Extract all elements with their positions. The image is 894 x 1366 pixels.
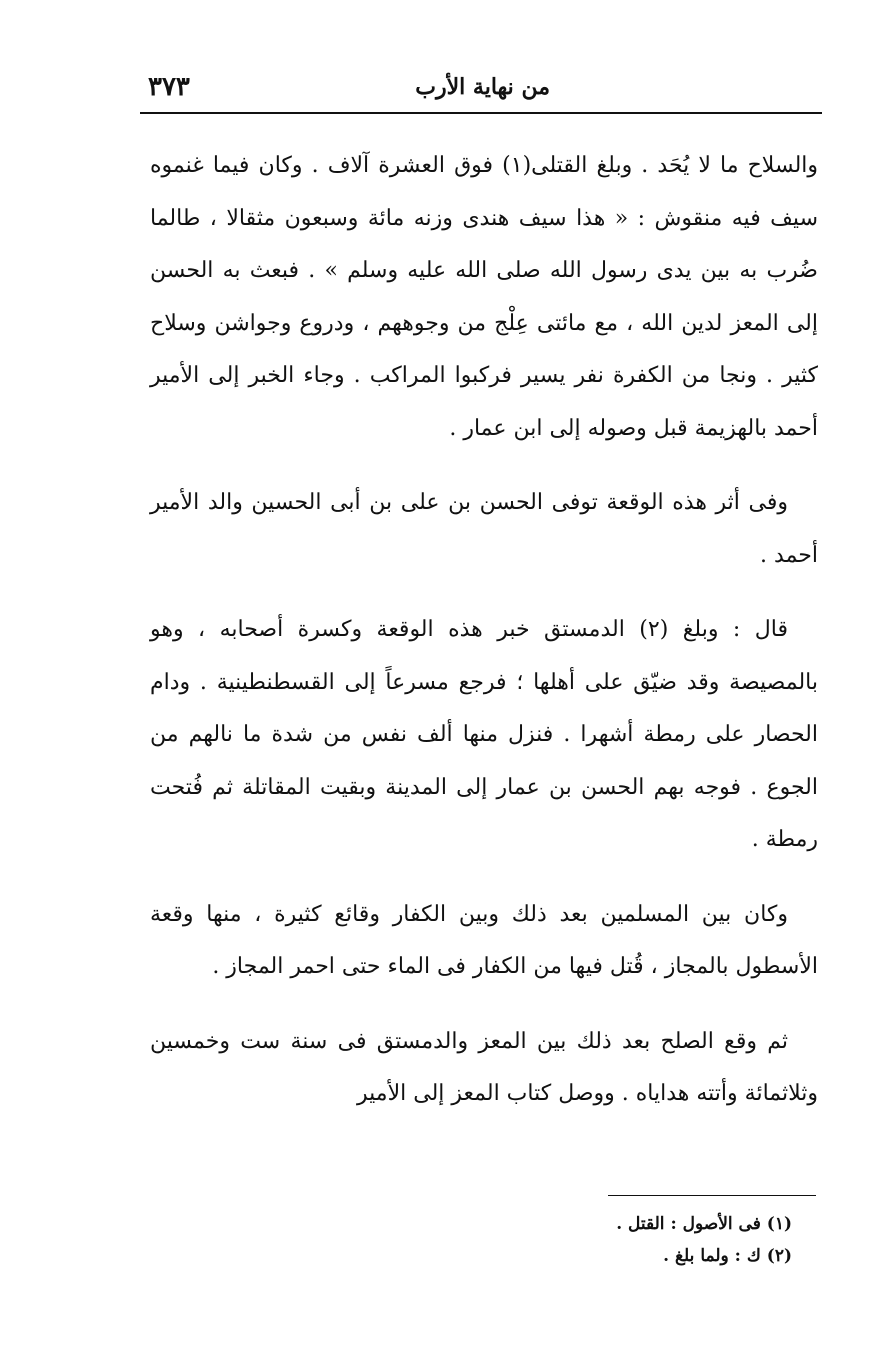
- running-title: من نهاية الأرب: [415, 74, 550, 100]
- paragraph: وكان بين المسلمين بعد ذلك وبين الكفار وقائع كثيرة ، منها وقعة الأسطول بالمجاز ، قُتل فيها من الكفار فى الماء حتى احمر المجاز .: [150, 901, 818, 979]
- footnote: (٢) ك : ولما بلغ .: [663, 1246, 792, 1266]
- paragraph: قال : وبلغ (٢) الدمستق خبر هذه الوقعة وكسرة أصحابه ، وهو بالمصيصة وقد ضيّق على أهلها ؛ فرجع مسرعاً إلى القسطنطينية . ودام الحصار على رمطة أشهرا . فنزل منها ألف نفس من شدة ما نالهم من الجوع . فوجه بهم الحسن بن عمار إلى المدينة وبقيت المقاتلة ثم فُتحت رمطة .: [150, 617, 818, 852]
- paragraph: ثم وقع الصلح بعد ذلك بين المعز والدمستق فى سنة ست وخمسين وثلاثمائة وأتته هداياه . ووصل كتاب المعز إلى الأمير: [150, 1028, 818, 1106]
- main-text: [150, 140, 818, 1121]
- paragraph: وفى أثر هذه الوقعة توفى الحسن بن على بن أبى الحسين والد الأمير أحمد .: [150, 490, 818, 568]
- footnote: (١) فى الأصول : القتل .: [616, 1214, 792, 1234]
- page-header: [140, 70, 822, 114]
- footnotes: [500, 1208, 792, 1272]
- footnote-divider: [608, 1195, 816, 1196]
- paragraph: والسلاح ما لا يُحَد . وبلغ القتلى(١) فوق العشرة آلاف . وكان فيما غنموه سيف فيه منقوش : « هذا سيف هندى وزنه مائة وسبعون مثقالا ، طالما ضُرب به بين يدى رسول الله صلى الله عليه وسلم » . فبعث به الحسن إلى المعز لدين الله ، مع مائتى عِلْج من وجوههم ، ودروع وجواشن وسلاح كثير . ونجا من الكفرة نفر يسير فركبوا المراكب . وجاء الخبر إلى الأمير أحمد بالهزيمة قبل وصوله إلى ابن عمار .: [150, 153, 819, 441]
- page-number: ٣٧٣: [148, 72, 190, 102]
